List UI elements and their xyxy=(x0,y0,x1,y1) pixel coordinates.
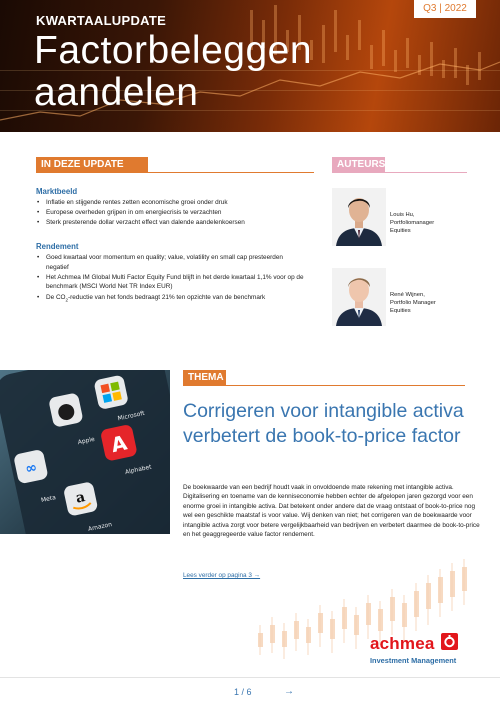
app-label: Amazon xyxy=(87,521,113,533)
update-section-rule xyxy=(36,172,314,173)
avatar-louis-hu xyxy=(332,188,386,246)
thema-section-rule xyxy=(183,385,465,386)
svg-text:A: A xyxy=(108,430,130,458)
rendement-list xyxy=(36,253,306,305)
brand-subtitle: Investment Management xyxy=(370,656,457,665)
author-name: Louis Hu, xyxy=(390,212,415,218)
thema-title: Corrigeren voor intangible activa verbetert de book-to-price factor xyxy=(183,400,464,447)
co2-subscript: 2 xyxy=(65,296,69,302)
marktbeeld-title: Marktbeeld xyxy=(36,187,78,196)
achmea-logo-icon xyxy=(441,633,458,650)
page-title xyxy=(34,30,312,114)
app-label: Apple xyxy=(77,435,96,447)
read-more-link[interactable]: Lees verder op pagina 3 → xyxy=(183,572,261,579)
author-role: Equities xyxy=(390,308,411,314)
author-rene-wijnen xyxy=(390,291,480,315)
thema-body: De boekwaarde van een bedrijf houdt vaak in onvoldoende mate rekening met intangible activa. Digitalisering en toename van de kenniseconomie hebben echter de afgelopen jaren gezorgd voor een enorme groei in intangible activa. Dat betekent onder andere dat de vraag ontstaat of book-to-price nog wel een geschikte maatstaf is voor value. Wij denken van niet; het corrigeren van de boekwaarde voor intangible activa zorgt voor betere vergelijkbaarheid van bedrijven en verbetert daarmee de book-to-price en het geaggregeerde value factor rendement. xyxy=(183,484,480,539)
app-label: Alphabet xyxy=(124,463,153,477)
marktbeeld-list xyxy=(36,198,306,229)
author-louis-hu xyxy=(390,211,480,235)
authors-section-rule xyxy=(332,172,467,173)
authors-section-heading: AUTEURS xyxy=(332,157,385,173)
list-item: • Europese overheden grijpen in om energiecrisis te verzachten xyxy=(36,208,306,218)
author-role: Portfolio Manager xyxy=(390,300,436,306)
list-item: • Inflatie en stijgende rentes zetten economische groei onder druk xyxy=(36,198,306,208)
list-item: • Het Achmea IM Global Multi Factor Equity Fund blijft in het derde kwartaal 1,1% voor op de benchmark (MSCI World Net TR Index EUR) xyxy=(36,273,306,292)
smartphone-apps-photo xyxy=(0,370,170,534)
svg-text:∞: ∞ xyxy=(23,459,39,478)
list-item xyxy=(36,293,306,305)
author-name: René Wijnen, xyxy=(390,292,425,298)
achmea-logo: achmea xyxy=(370,634,435,653)
update-section-heading: IN DEZE UPDATE xyxy=(36,157,148,173)
rendement-title: Rendement xyxy=(36,242,79,251)
co2-prefix: De CO xyxy=(46,293,66,301)
page-indicator: 1 / 6 xyxy=(234,687,252,697)
footer-divider xyxy=(0,677,500,678)
next-page-button[interactable]: → xyxy=(284,686,294,697)
kicker-label: KWARTAALUPDATE xyxy=(36,13,167,28)
title-line-2: aandelen xyxy=(34,71,199,114)
thema-section-heading: THEMA xyxy=(183,370,226,386)
quarter-badge: Q3 | 2022 xyxy=(414,0,476,18)
co2-suffix: -reductie van het fonds bedraagt 21% ten opzichte van de benchmark xyxy=(68,293,266,301)
author-role: Portfoliomanager xyxy=(390,220,435,226)
list-item: • Goed kwartaal voor momentum en quality; value, volatility en small cap presteerden negatief xyxy=(36,253,306,272)
header-banner xyxy=(0,0,500,132)
app-label: Meta xyxy=(40,494,57,505)
avatar-rene-wijnen xyxy=(332,268,386,326)
title-line-1: Factorbeleggen xyxy=(34,29,313,72)
author-role: Equities xyxy=(390,228,411,234)
app-label: Microsoft xyxy=(117,409,146,423)
svg-text:a: a xyxy=(74,489,87,507)
list-item: • Sterk presterende dollar verzacht effect van dalende aandelenkoersen xyxy=(36,218,306,228)
